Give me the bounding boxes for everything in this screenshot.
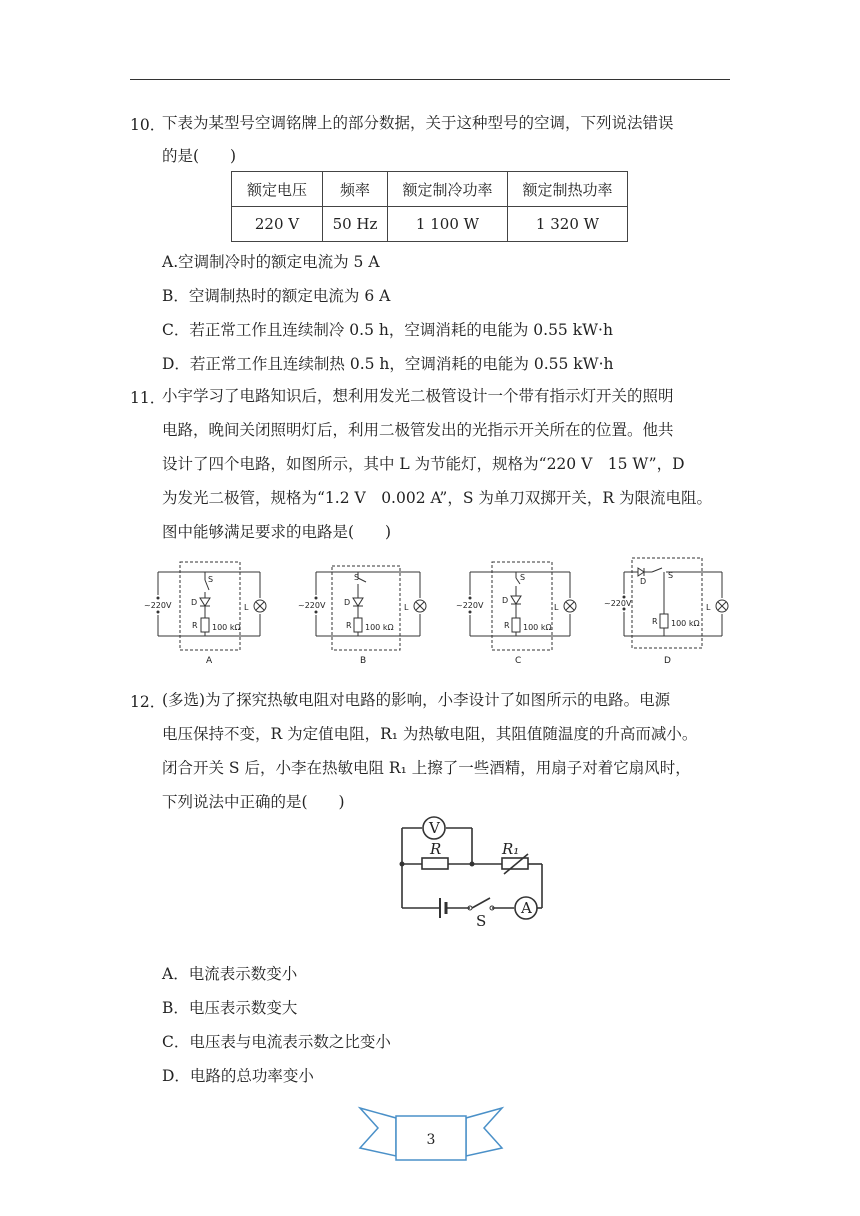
circuit-a-diagram (140, 560, 270, 670)
table-cell: 1 100 W (388, 207, 508, 242)
question-stem: 设计了四个电路，如图所示，其中 L 为节能灯，规格为“220 V 15 W”，D (162, 455, 685, 473)
option-a: A.空调制冷时的额定电流为 5 A (162, 253, 380, 271)
table-cell: 220 V (232, 207, 323, 242)
table-cell: 1 320 W (508, 207, 628, 242)
question-number: 11． (130, 389, 166, 407)
question-stem: 图中能够满足要求的电路是( ) (162, 523, 392, 541)
lamp-label: L (404, 603, 409, 612)
resistor-value: 100 kΩ (671, 619, 700, 628)
circuit-caption: B (360, 656, 367, 666)
resistor-symbol: R (346, 621, 352, 630)
resistor-symbol: R (504, 621, 510, 630)
switch-label: S (668, 571, 674, 580)
voltage-label: ~220V (456, 601, 484, 610)
diode-label: D (502, 596, 509, 605)
switch-label: S (476, 912, 487, 930)
question-stem: 下表为某型号空调铭牌上的部分数据，关于这种型号的空调，下列说法错误 (162, 114, 674, 132)
thermistor-label: R₁ (502, 840, 520, 858)
circuit-caption: D (664, 656, 671, 666)
spec-table (231, 171, 628, 242)
voltage-label: ~220V (604, 599, 632, 608)
thermistor-circuit-diagram (392, 812, 562, 932)
question-stem: 的是( ) (162, 147, 237, 165)
question-stem: 下列说法中正确的是( ) (162, 793, 345, 811)
option-d: D．若正常工作且连续制热 0.5 h，空调消耗的电能为 0.55 kW·h (162, 355, 614, 373)
resistor-symbol: R (192, 621, 198, 630)
option-a: A．电流表示数变小 (162, 965, 298, 983)
option-b: B．空调制热时的额定电流为 6 A (162, 287, 391, 305)
resistor-label: R (430, 840, 442, 858)
voltage-label: ~220V (298, 601, 326, 610)
question-stem: 闭合开关 S 后，小李在热敏电阻 R₁ 上擦了一些酒精，用扇子对着它扇风时， (162, 759, 691, 777)
switch-label: S (208, 575, 214, 584)
table-row (232, 207, 628, 242)
resistor-value: 100 kΩ (365, 623, 394, 632)
circuit-d-diagram (604, 556, 742, 670)
question-stem: 电压保持不变，R 为定值电阻，R₁ 为热敏电阻，其阻值随温度的升高而减小。 (162, 725, 698, 743)
top-rule (130, 79, 730, 80)
resistor-value: 100 kΩ (212, 623, 241, 632)
switch-label: S (520, 573, 526, 582)
lamp-label: L (244, 603, 249, 612)
page-number: 3 (426, 1132, 436, 1148)
table-header: 额定制热功率 (508, 172, 628, 207)
table-header: 频率 (323, 172, 388, 207)
page-number-ribbon (356, 1104, 506, 1168)
option-c: C．若正常工作且连续制冷 0.5 h，空调消耗的电能为 0.55 kW·h (162, 321, 613, 339)
circuit-caption: A (206, 656, 213, 666)
resistor-value: 100 kΩ (523, 623, 552, 632)
diode-label: D (344, 598, 351, 607)
question-number: 12． (130, 693, 166, 711)
question-stem: 小宇学习了电路知识后，想利用发光二极管设计一个带有指示灯开关的照明 (162, 387, 674, 405)
switch-label: S (354, 573, 360, 582)
diode-label: D (191, 598, 198, 607)
circuit-b-diagram (298, 560, 433, 670)
question-stem: (多选)为了探究热敏电阻对电路的影响，小李设计了如图所示的电路。电源 (162, 691, 671, 709)
table-header-row (232, 172, 628, 207)
table-cell: 50 Hz (323, 207, 388, 242)
lamp-label: L (706, 603, 711, 612)
table-header: 额定电压 (232, 172, 323, 207)
lamp-label: L (554, 603, 559, 612)
option-d: D．电路的总功率变小 (162, 1067, 314, 1085)
question-stem: 为发光二极管，规格为“1.2 V 0.002 A”，S 为单刀双掷开关，R 为限流电阻。 (162, 489, 712, 507)
resistor-symbol: R (652, 617, 658, 626)
option-b: B．电压表示数变大 (162, 999, 298, 1017)
voltage-label: ~220V (144, 601, 172, 610)
option-c: C．电压表与电流表示数之比变小 (162, 1033, 391, 1051)
circuit-c-diagram (458, 560, 588, 670)
diode-label: D (640, 577, 647, 586)
question-stem: 电路，晚间关闭照明灯后，利用二极管发出的光指示开关所在的位置。他共 (162, 421, 674, 439)
ammeter-label: A (521, 899, 532, 917)
voltmeter-label: V (429, 819, 440, 837)
table-header: 额定制冷功率 (388, 172, 508, 207)
circuit-caption: C (515, 656, 522, 666)
question-number: 10． (130, 116, 166, 134)
